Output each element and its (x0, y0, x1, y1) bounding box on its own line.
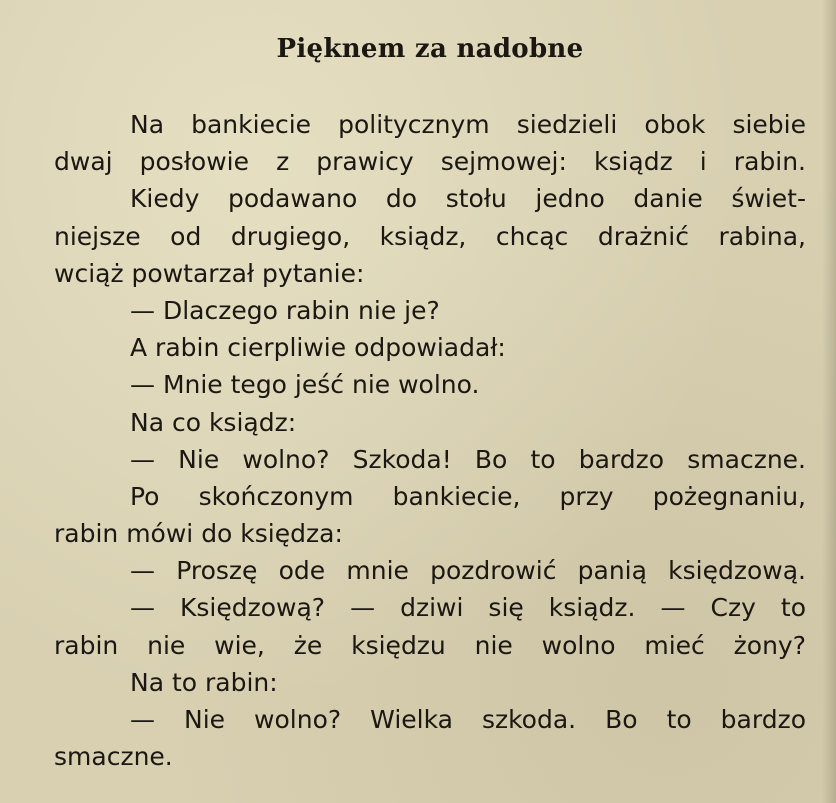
text-line-9: Na co ksiądz: (130, 407, 297, 437)
text-line-15: rabin nie wie, że księdzu nie wolno mieć żony? (54, 630, 806, 660)
page-edge-shadow (822, 0, 836, 803)
text-line-4: niejsze od drugiego, ksiądz, chcąc drażnić rabina, (54, 221, 806, 251)
text-line-6: — Dlaczego rabin nie je? (130, 295, 440, 325)
text-line-3: Kiedy podawano do stołu jedno danie świet- (130, 184, 806, 214)
text-line-13: — Proszę ode mnie pozdrowić panią księdzową. (130, 556, 806, 586)
text-line-10: — Nie wolno? Szkoda! Bo to bardzo smaczne. (130, 444, 806, 474)
text-line-12: rabin mówi do księdza: (54, 519, 343, 549)
text-line-17: — Nie wolno? Wielka szkoda. Bo to bardzo (130, 705, 806, 734)
text-line-1: Na bankiecie politycznym siedzieli obok siebie (130, 110, 806, 139)
text-line-14: — Księdzową? — dziwi się ksiądz. — Czy to (130, 593, 806, 623)
text-line-2: dwaj posłowie z prawicy sejmowej: ksiądz i rabin. (54, 147, 806, 177)
text-line-7: A rabin cierpliwie odpowiadał: (130, 333, 506, 363)
text-line-5: wciąż powtarzał pytanie: (54, 258, 365, 288)
text-line-18: smaczne. (54, 742, 173, 772)
text-line-8: — Mnie tego jeść nie wolno. (130, 370, 480, 400)
page-title: Pięknem za nadobne (276, 34, 584, 64)
text-line-11: Po skończonym bankiecie, przy pożegnaniu, (130, 481, 806, 511)
story-text (54, 106, 806, 775)
text-line-16: Na to rabin: (130, 667, 278, 697)
